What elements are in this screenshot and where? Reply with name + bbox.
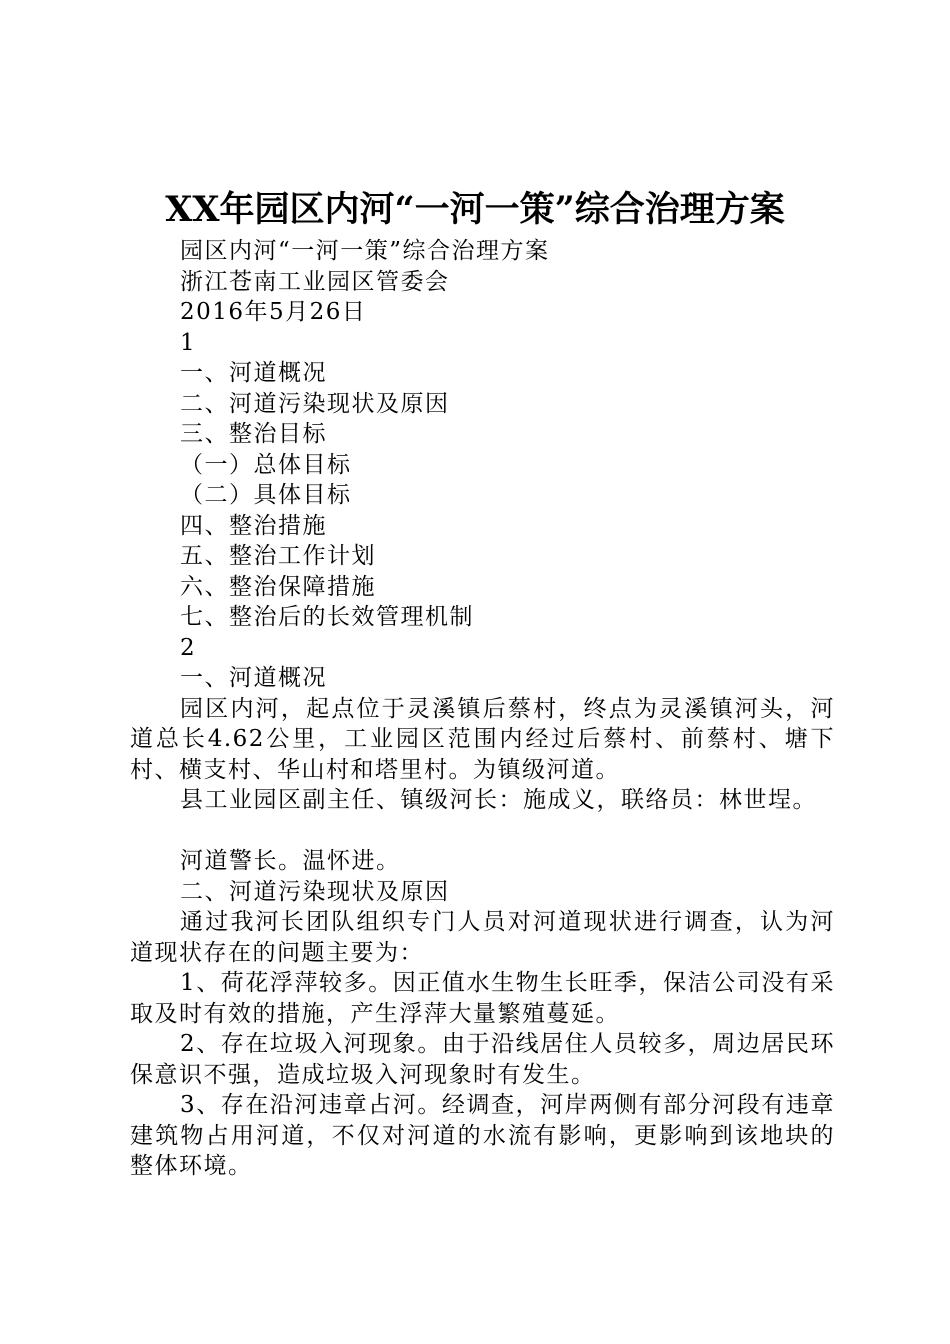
toc-item-8: 六、整治保障措施 [180,573,376,600]
section1-paragraph-2: 县工业园区副主任、镇级河长：施成义，联络员：林世埕。 [180,787,817,813]
toc-item-2: 二、河道污染现状及原因 [180,390,450,417]
section2-intro: 通过我河长团队组织专门人员对河道现状进行调查，认为河道现状存在的问题主要为： [130,909,835,966]
document-title: XX年园区内河“一河一策”综合治理方案 [165,189,785,230]
toc-item-1: 一、河道概况 [180,360,327,386]
section1-paragraph-3: 河道警长。温怀进。 [180,848,401,874]
toc-item-4: （一）总体目标 [180,451,352,478]
section2-item-2: 2、存在垃圾入河现象。由于沿线居住人员较多，周边居民环保意识不强，造成垃圾入河现象时有发生。 [130,1031,835,1088]
toc-item-3: 三、整治目标 [180,421,327,447]
section1-paragraph-1: 园区内河，起点位于灵溪镇后蔡村，终点为灵溪镇河头，河道总长4.62公里，工业园区范围内经过后蔡村、前蔡村、塘下村、横支村、华山村和塔里村。为镇级河道。 [130,695,835,783]
section1-heading: 一、河道概况 [180,665,327,691]
section2-item-3: 3、存在沿河违章占河。经调查，河岸两侧有部分河段有违章建筑物占用河道，不仅对河道的水流有影响，更影响到该地块的整体环境。 [130,1092,835,1179]
toc-item-6: 四、整治措施 [180,512,327,539]
document-subtitle: 园区内河“一河一策”综合治理方案 [180,238,550,264]
page-marker-1: 1 [180,329,197,356]
document-organization: 浙江苍南工业园区管委会 [180,268,450,295]
section2-item-1: 1、荷花浮萍较多。因正值水生物生长旺季，保洁公司没有采取及时有效的措施，产生浮萍大量繁殖蔓延。 [130,970,835,1027]
blank-line [130,816,835,847]
document-date: 2016年5月26日 [180,299,367,325]
page-marker-2: 2 [180,634,197,661]
section2-heading: 二、河道污染现状及原因 [180,878,450,905]
toc-item-9: 七、整治后的长效管理机制 [180,604,474,630]
toc-item-5: （二）具体目标 [180,482,352,508]
document-body [130,236,835,1182]
toc-item-7: 五、整治工作计划 [180,543,376,569]
